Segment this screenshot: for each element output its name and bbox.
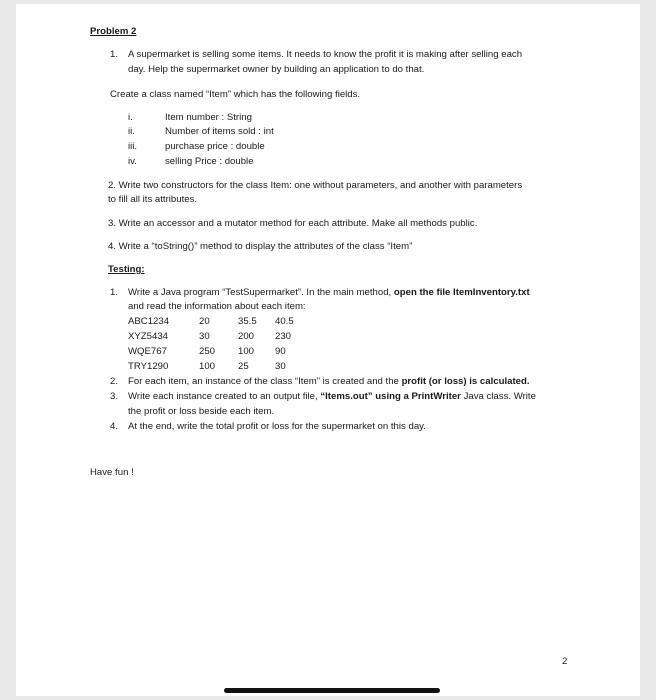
testing-3-line2: the profit or loss beside each item. xyxy=(128,406,275,417)
testing-4-line: At the end, write the total profit or loss for the supermarket on this day. xyxy=(128,421,426,432)
testing-2-text: For each item, an instance of the class “Item” is created and the xyxy=(128,376,402,387)
create-class-text: Create a class named “Item” which has the following fields. xyxy=(110,89,361,100)
page-number: 2 xyxy=(562,656,568,667)
field-text: selling Price : double xyxy=(165,156,254,167)
inventory-selling: 40.5 xyxy=(275,316,294,327)
document-page xyxy=(16,4,640,696)
closing-text: Have fun ! xyxy=(90,467,134,478)
field-text: Number of items sold : int xyxy=(165,126,274,137)
testing-3-bold: “Items.out” using a PrintWriter xyxy=(320,391,461,402)
testing-3-number: 3. xyxy=(110,391,119,402)
testing-3-text: Write each instance created to an output file, xyxy=(128,391,321,402)
testing-1-number: 1. xyxy=(110,287,119,298)
field-numeral: iii. xyxy=(128,141,138,152)
q1-line1: A supermarket is selling some items. It needs to know the profit it is making after selling each xyxy=(128,49,523,60)
inventory-sold: 30 xyxy=(199,331,210,342)
testing-2-bold: profit (or loss) is calculated. xyxy=(401,376,530,387)
inventory-sold: 250 xyxy=(199,346,216,357)
field-text: Item number : String xyxy=(165,112,252,123)
testing-1-bold: open the file ItemInventory.txt xyxy=(393,287,530,298)
inventory-code: WQE767 xyxy=(128,346,167,357)
q1-number: 1. xyxy=(110,49,119,60)
problem-title: Problem 2 xyxy=(90,26,137,37)
inventory-purchase: 200 xyxy=(238,331,255,342)
field-numeral: i. xyxy=(128,112,133,123)
field-numeral: ii. xyxy=(128,126,135,137)
inventory-purchase: 25 xyxy=(238,361,249,372)
inventory-selling: 90 xyxy=(275,346,286,357)
testing-2-line xyxy=(128,375,530,388)
inventory-purchase: 35.5 xyxy=(238,316,257,327)
testing-3-post: Java class. Write xyxy=(460,391,536,402)
inventory-code: ABC1234 xyxy=(128,316,170,327)
field-numeral: iv. xyxy=(128,156,137,167)
testing-2-number: 2. xyxy=(110,376,119,387)
testing-1-text: Write a Java program “TestSupermarket”. In the main method, xyxy=(128,287,394,298)
q1-line2: day. Help the supermarket owner by building an application to do that. xyxy=(128,64,425,75)
testing-1-line1 xyxy=(128,286,530,299)
inventory-selling: 30 xyxy=(275,361,286,372)
testing-3-line1 xyxy=(128,390,536,403)
inventory-code: XYZ5434 xyxy=(128,331,169,342)
inventory-sold: 100 xyxy=(199,361,216,372)
inventory-sold: 20 xyxy=(199,316,210,327)
q2-line1: 2. Write two constructors for the class Item: one without parameters, and another with parameters xyxy=(108,180,523,191)
inventory-code: TRY1290 xyxy=(128,361,169,372)
testing-1-line2: and read the information about each item: xyxy=(128,301,306,312)
home-indicator-bar[interactable] xyxy=(224,688,440,693)
testing-title: Testing: xyxy=(108,264,145,275)
testing-4-number: 4. xyxy=(110,421,119,432)
q3-text: 3. Write an accessor and a mutator method for each attribute. Make all methods public. xyxy=(108,218,478,229)
q4-text: 4. Write a “toString()” method to display the attributes of the class “Item” xyxy=(108,241,413,252)
inventory-purchase: 100 xyxy=(238,346,255,357)
q2-line2: to fill all its attributes. xyxy=(108,194,198,205)
field-text: purchase price : double xyxy=(165,141,265,152)
inventory-selling: 230 xyxy=(275,331,292,342)
